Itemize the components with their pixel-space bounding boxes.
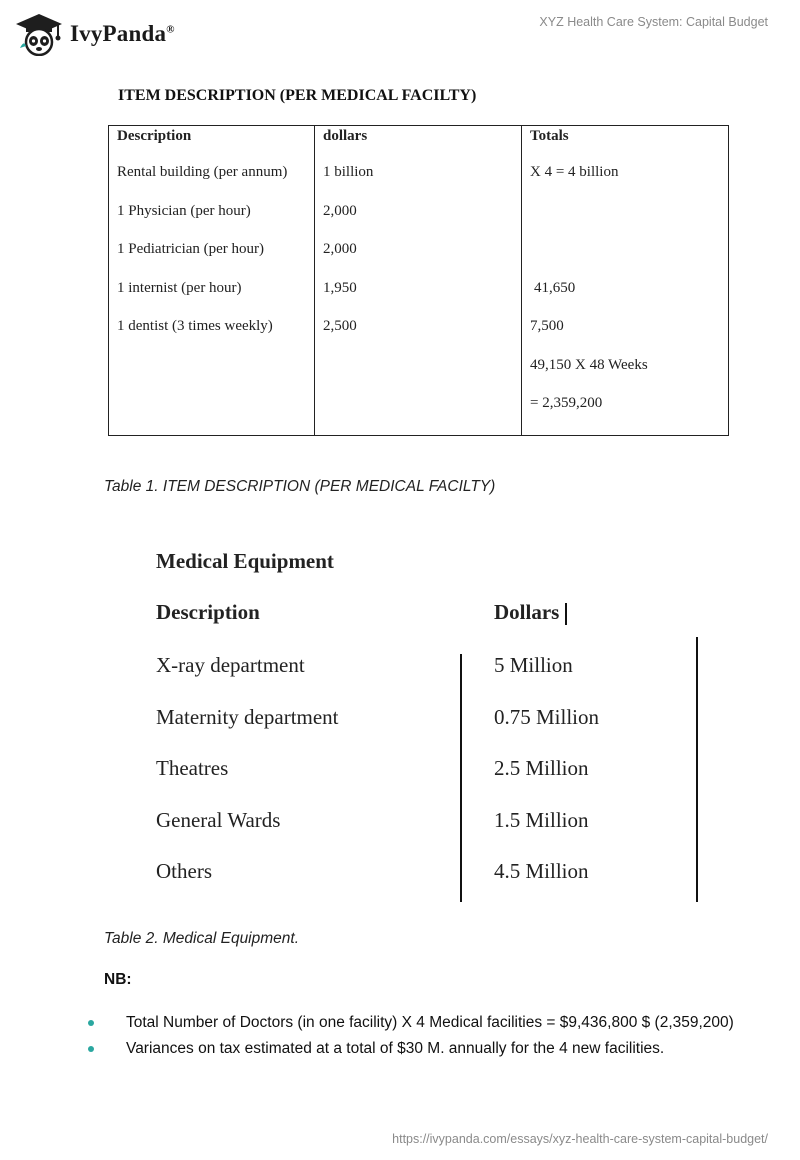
- table-body: [109, 161, 729, 436]
- table-cell: [117, 392, 314, 431]
- bullet-icon: [88, 1046, 94, 1052]
- table2-caption: Table 2. Medical Equipment.: [104, 930, 300, 947]
- column-divider: [696, 637, 698, 902]
- table-cell: General Wards: [156, 808, 281, 832]
- table-cell: 41,650: [534, 279, 576, 296]
- table-cell: 2,000: [323, 241, 357, 257]
- table-cell: 4.5 Million: [494, 859, 589, 883]
- source-url[interactable]: https://ivypanda.com/essays/xyz-health-care-system-capital-budget/: [392, 1132, 768, 1146]
- table-header-row: [109, 126, 729, 162]
- table-cell: [323, 392, 521, 431]
- table-cell: 1 internist (per hour): [117, 279, 242, 296]
- table1-title: ITEM DESCRIPTION (PER MEDICAL FACILTY): [118, 87, 477, 104]
- table-cell: Rental building (per annum): [117, 164, 288, 180]
- logo-text: IvyPanda®: [70, 21, 175, 46]
- column-header: dollars: [315, 126, 522, 162]
- table-cell: X 4 = 4 billion: [530, 164, 619, 180]
- notes-label: NB:: [104, 971, 132, 988]
- totals-column: [522, 161, 729, 436]
- text-cursor: [565, 603, 567, 625]
- item-description-table: [108, 125, 729, 436]
- notes-list: [0, 1011, 800, 1063]
- table-cell: Theatres: [156, 756, 229, 780]
- table-cell: 1.5 Million: [494, 808, 589, 832]
- table-cell: Others: [156, 859, 212, 883]
- table-cell: 1 billion: [323, 164, 374, 180]
- list-item: [0, 1011, 800, 1034]
- table-cell: 1,950: [323, 279, 357, 296]
- table-cell: Maternity department: [156, 705, 339, 729]
- description-column: [109, 161, 315, 436]
- list-item-text: Total Number of Doctors (in one facility) X 4 Medical facilities = $9,436,800 $ (2,359,200): [126, 1014, 734, 1031]
- table-cell: [530, 238, 728, 277]
- column-header: Description: [109, 126, 315, 162]
- table-cell: 0.75 Million: [494, 705, 600, 729]
- table-cell: [117, 354, 314, 393]
- column-header: Description: [156, 600, 260, 624]
- table-cell: 1 Physician (per hour): [117, 202, 251, 219]
- logo[interactable]: [14, 12, 175, 56]
- list-item-text: Variances on tax estimated at a total of $30 M. annually for the 4 new facilities.: [126, 1040, 665, 1057]
- table-cell: 1 dentist (3 times weekly): [117, 318, 273, 334]
- table-cell: 49,150 X 48 Weeks: [530, 356, 648, 373]
- list-item: [0, 1037, 800, 1060]
- table-cell: 2,500: [323, 318, 357, 334]
- column-divider: [460, 654, 462, 902]
- table-cell: [530, 200, 728, 239]
- table-cell: 2,000: [323, 202, 357, 219]
- column-header: Dollars: [494, 600, 560, 624]
- table-cell: 7,500: [530, 318, 564, 334]
- table2-title: Medical Equipment: [156, 549, 334, 573]
- panda-graduate-icon: [14, 12, 64, 56]
- table-cell: X-ray department: [156, 653, 305, 677]
- table-cell: [323, 354, 521, 393]
- bullet-icon: [88, 1020, 94, 1026]
- table1-caption: Table 1. ITEM DESCRIPTION (PER MEDICAL FACILTY): [104, 478, 496, 495]
- column-header: Totals: [522, 126, 729, 162]
- table-cell: 2.5 Million: [494, 756, 589, 780]
- table-cell: 1 Pediatrician (per hour): [117, 241, 265, 257]
- table-cell: 5 Million: [494, 653, 573, 677]
- document-title: XYZ Health Care System: Capital Budget: [539, 15, 768, 29]
- dollars-column: [315, 161, 522, 436]
- table-cell: = 2,359,200: [530, 395, 603, 411]
